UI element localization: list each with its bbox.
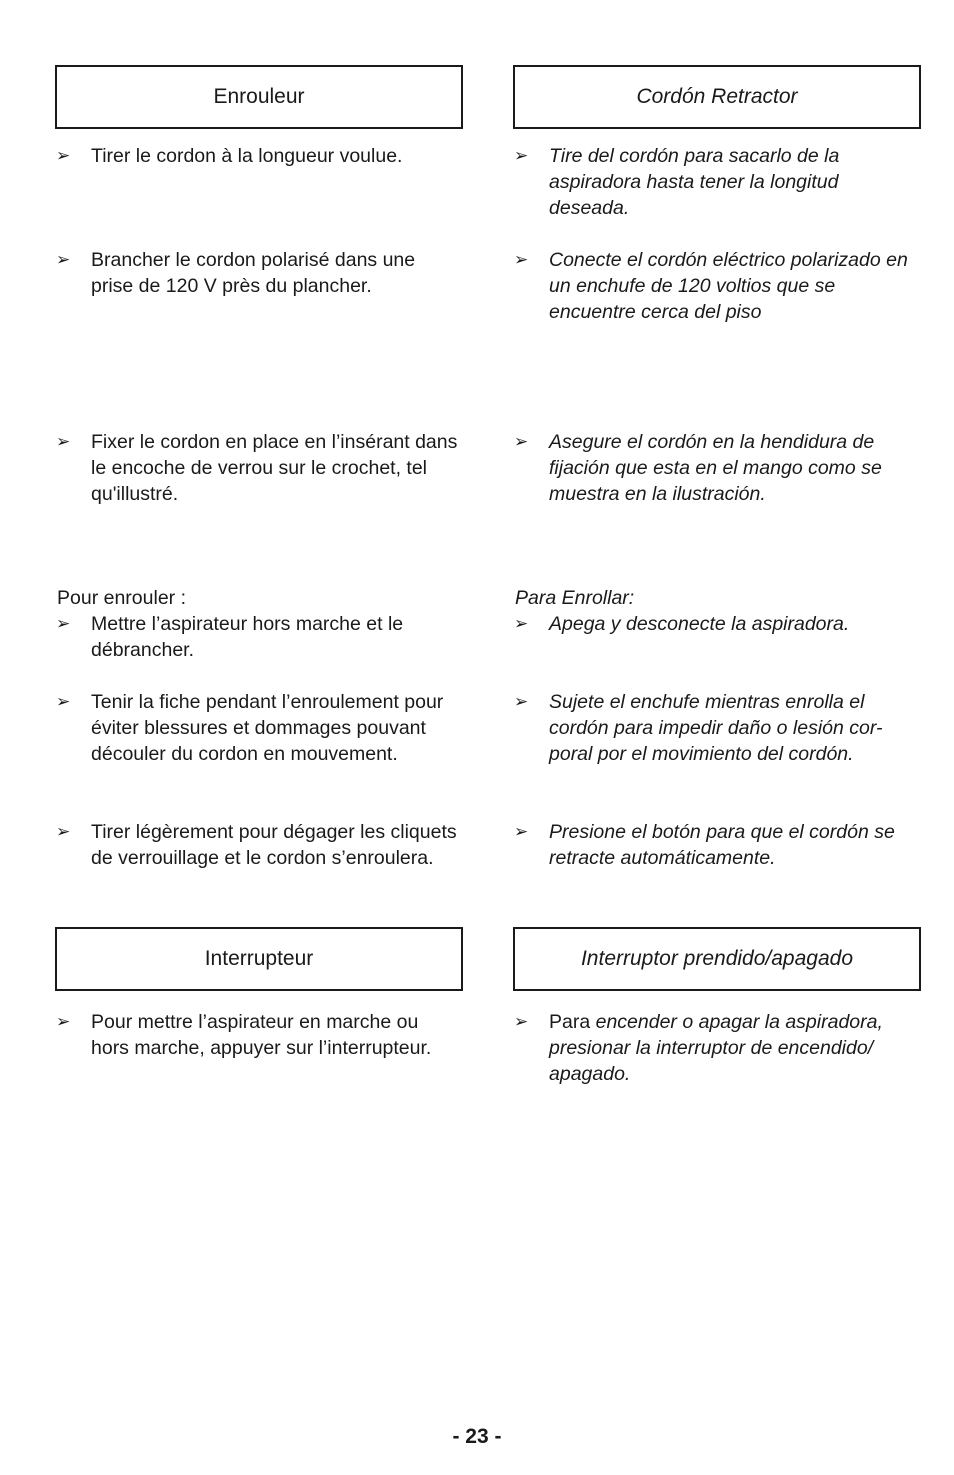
list-item: ➢ Tirer le cordon à la longueur voulue. [56,145,403,167]
list-item: ➢ Asegure el cordón en la hendidura de fijación que esta en el mango como se muestra en la ilustración. [514,431,882,505]
list-item: ➢ Sujete el enchufe mientras enrolla el cordón para impedir daño o lesión cor-poral por el movimiento del cordón. [514,691,883,765]
list-item: ➢ Presione el botón para que el cordón se retracte automáticamente. [514,821,895,869]
switch-rest-text: encender o apagar la aspiradora, presionar la interruptor de encendido/ apagado. [549,1011,883,1085]
rewind-label-fr: Pour enrouler : [57,587,186,609]
cord-rewind-heading-fr [55,65,463,129]
list-item: ➢ Pour mettre l’aspirateur en marche ou hors marche, appuyer sur l’interrupteur. [56,1011,432,1059]
arrow-bullet-icon: ➢ [514,1012,529,1031]
arrow-bullet-icon: ➢ [56,614,71,633]
switch-heading-es [513,927,921,991]
arrow-bullet-icon: ➢ [514,614,529,633]
cord-rewind-heading-es [513,65,921,129]
spanish-column [513,0,923,1475]
arrow-bullet-icon: ➢ [514,822,529,841]
arrow-bullet-icon: ➢ [56,692,71,711]
page-number: - 23 - [452,1425,502,1448]
arrow-bullet-icon: ➢ [514,146,529,165]
arrow-bullet-icon: ➢ [56,250,71,269]
arrow-bullet-icon: ➢ [56,1012,71,1031]
list-item: ➢ Conecte el cordón eléctrico polarizado en un enchufe de 120 voltios que se encuentre cerca del piso [514,249,908,323]
list-item: ➢ Fixer le cordon en place en l’insérant dans le encoche de verrou sur le crochet, tel qu'illustré. [56,431,458,505]
list-item [513,1009,918,1087]
list-item: ➢ Tenir la fiche pendant l’enroulement pour éviter blessures et dommages pouvant découler du cordon en mouvement. [56,691,444,765]
arrow-bullet-icon: ➢ [56,822,71,841]
list-item: ➢ Brancher le cordon polarisé dans une prise de 120 V près du plancher. [56,249,416,297]
cord-rewind-title-es: Cordón Retractor [636,85,798,108]
arrow-bullet-icon: ➢ [56,432,71,451]
arrow-bullet-icon: ➢ [514,250,529,269]
switch-heading-fr [55,927,463,991]
arrow-bullet-icon: ➢ [514,692,529,711]
list-item: ➢ Tirer légèrement pour dégager les cliquets de verrouillage et le cordon s’enroulera. [56,821,457,869]
arrow-bullet-icon: ➢ [56,146,71,165]
list-item: ➢ Apega y desconecte la aspiradora. [514,613,850,635]
switch-lead-text: Para [549,1011,596,1033]
cord-rewind-title-fr: Enrouleur [213,85,305,108]
switch-title-es: Interruptor prendido/apagado [580,947,854,970]
french-column [55,0,465,1475]
list-item: ➢ Mettre l’aspirateur hors marche et le débrancher. [56,613,404,661]
list-item: ➢ Tire del cordón para sacarlo de la aspiradora hasta tener la longitud deseada. [514,145,840,219]
arrow-bullet-icon: ➢ [514,432,529,451]
switch-title-fr: Interrupteur [204,947,314,970]
rewind-label-es: Para Enrollar: [515,587,635,609]
